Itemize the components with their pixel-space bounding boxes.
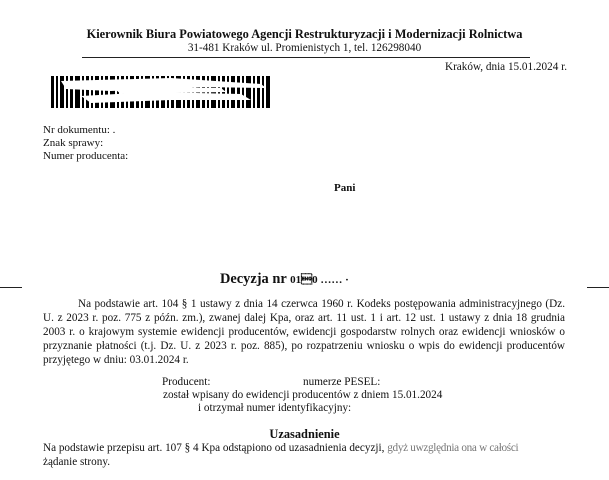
decision-legal-basis: Na podstawie art. 104 § 1 ustawy z dnia 14 czerwca 1960 r. Kodeks postępowania administracyjnego (Dz. U. z 2023 r. poz. 775 z późn. zm.), zwanej dalej Kpa, oraz art. 11 ust. 1 i art. 12 ust. 1 ustawy z dnia 18 grudnia 2003 r. o krajowym systemie ewidencji producentów, ewidencji gospodarstw rolnych oraz ewidencji wniosków o przyznanie płatności (t.j. Dz. U. z 2023 r. poz. 885), po rozpatrzeniu wniosku o wpis do ewidencji producentów przyjętego w dniu: 03.01.2024 r. — [43, 298, 565, 366]
document-number-label: Nr dokumentu: . — [43, 124, 116, 136]
justification-text-faded: gdyż uwzględnia ona w całości — [387, 442, 519, 454]
decision-number-partial: 010 …… · — [290, 274, 349, 286]
document-date: Kraków, dnia 15.01.2024 r. — [444, 61, 567, 73]
justification-title: Uzasadnienie — [269, 427, 340, 441]
pesel-label: numerze PESEL: — [303, 376, 381, 388]
identification-number-line: i otrzymał numer identyfikacyjny: — [198, 402, 352, 414]
header-divider — [82, 57, 530, 58]
right-margin-line — [587, 287, 609, 288]
registration-line: został wpisany do ewidencji producentów z dniem 15.01.2024 — [163, 389, 443, 401]
justification-text — [43, 441, 565, 469]
producer-label: Producent: — [162, 376, 211, 388]
producer-number-label: Numer producenta: — [43, 150, 129, 162]
decision-title — [220, 271, 349, 288]
decision-title-prefix: Decyzja nr — [220, 271, 287, 287]
issuer-address: 31-481 Kraków ul. Promienistych 1, tel. 126298040 — [187, 42, 422, 54]
case-sign-label: Znak sprawy: — [43, 137, 104, 149]
issuer-title: Kierownik Biura Powiatowego Agencji Restrukturyzacji i Modernizacji Rolnictwa — [86, 27, 523, 41]
recipient-salutation: Pani — [334, 182, 356, 194]
justification-text-main: Na podstawie przepisu art. 107 § 4 Kpa odstąpiono od uzasadnienia decyzji, — [43, 442, 385, 454]
left-margin-line — [0, 287, 22, 288]
justification-text-end: żądanie strony. — [43, 456, 110, 468]
redacted-barcode — [51, 76, 270, 108]
